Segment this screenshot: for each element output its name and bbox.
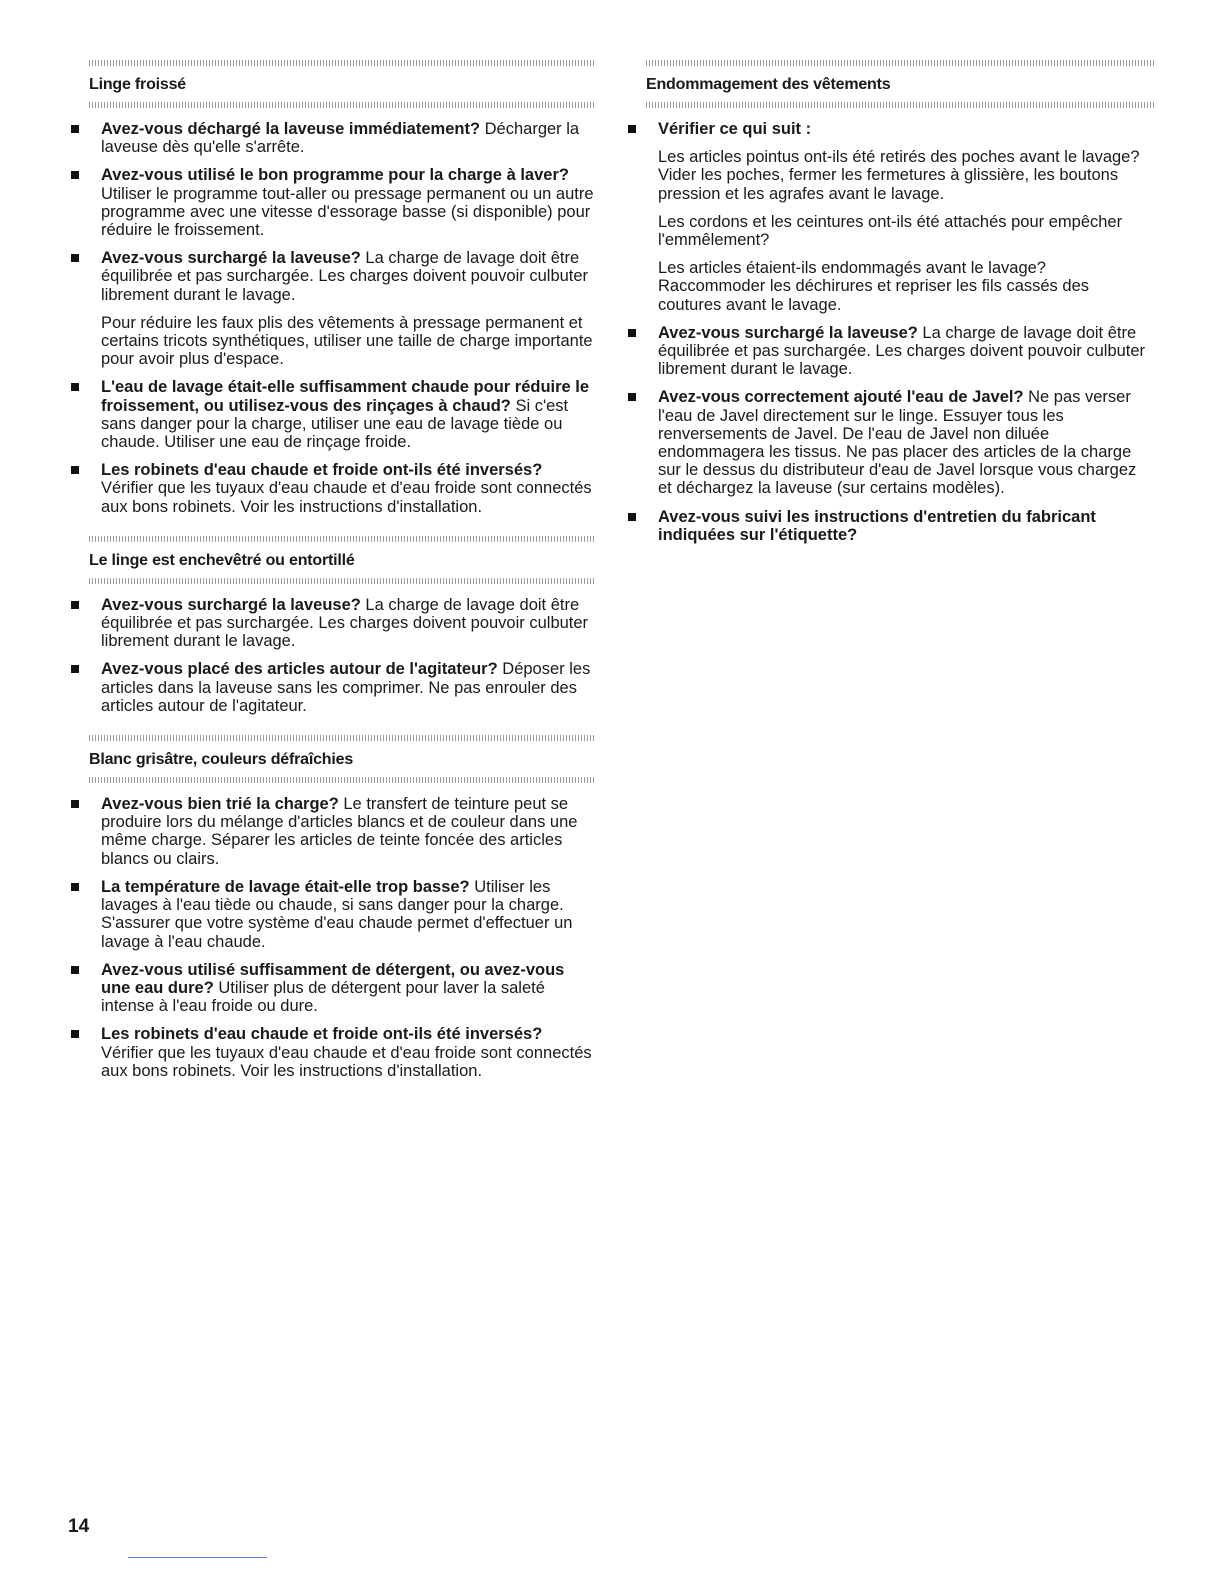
section-tangled <box>68 536 594 715</box>
question-text: Les robinets d'eau chaude et froide ont-ils été inversés? <box>101 461 543 480</box>
question-text: Vérifier ce qui suit : <box>658 120 812 138</box>
section-dingy <box>68 735 594 1080</box>
question-text: Avez-vous surchargé la laveuse? <box>101 249 361 268</box>
note-paragraph: Les articles étaient-ils endommagés avant le lavage? Raccommoder les déchirures et repriser les fils cassés des coutures avant le lavage. <box>658 259 1089 314</box>
bullet-icon <box>628 125 636 133</box>
bullet-icon <box>71 601 79 609</box>
list-item <box>68 596 594 651</box>
hatch-rule-bottom <box>89 777 594 783</box>
note-paragraph: Les cordons et les ceintures ont-ils été attachés pour empêcher l'emmêlement? <box>658 212 1123 250</box>
section-header <box>68 735 594 783</box>
question-text: Avez-vous utilisé suffisamment de détergent, ou avez-vous une eau dure? <box>101 960 565 997</box>
question-text: Avez-vous placé des articles autour de l'agitateur? <box>101 660 498 679</box>
note-paragraph: Pour réduire les faux plis des vêtements à pressage permanent et certains tricots synthétiques, utiliser une taille de charge importante pour avoir plus d'espace. <box>101 313 593 369</box>
bullet-icon <box>628 513 636 521</box>
list-item <box>625 120 1154 138</box>
hatch-rule-top <box>646 60 1154 66</box>
bullet-icon <box>71 966 79 974</box>
note-paragraph: Les articles pointus ont-ils été retirés des poches avant le lavage? Vider les poches, fermer les fermetures à glissière, les boutons pression et les agrafes avant le lavage. <box>658 148 1140 203</box>
answer-text: Utiliser le programme tout-aller ou pressage permanent ou un autre programme avec une vitesse d'essorage basse (si disponible) pour réduire le froissement. <box>101 184 594 240</box>
list-item <box>625 388 1154 497</box>
question-text: Avez-vous surchargé la laveuse? <box>658 323 918 342</box>
answer-text: Si c'est sans danger pour la charge, utiliser une eau de lavage tiède ou chaude. Utiliser une eau de rinçage froide. <box>101 396 569 452</box>
list-item <box>68 120 594 156</box>
hatch-rule-bottom <box>89 578 594 584</box>
list-item <box>68 660 594 715</box>
bullet-icon <box>71 383 79 391</box>
answer-text: Utiliser les lavages à l'eau tiède ou chaude, si sans danger pour la charge. S'assurer que votre système d'eau chaude permet d'effectuer un lavage à l'eau chaude. <box>101 877 573 951</box>
bullet-icon <box>71 1030 79 1038</box>
section-title: Le linge est enchevêtré ou entortillé <box>89 551 355 569</box>
section-header <box>625 60 1154 108</box>
list-item <box>68 166 594 239</box>
list-item <box>68 1025 594 1080</box>
hatch-rule-bottom <box>646 102 1154 108</box>
section-title: Endommagement des vêtements <box>646 76 891 93</box>
bullet-icon <box>628 393 636 401</box>
hatch-rule-top <box>89 536 594 542</box>
question-text: Avez-vous suivi les instructions d'entretien du fabricant indiquées sur l'étiquette? <box>658 507 1096 544</box>
question-text: Avez-vous déchargé la laveuse immédiatement? <box>101 120 481 138</box>
answer-text: Vérifier que les tuyaux d'eau chaude et d'eau froide sont connectés aux bons robinets. Voir les instructions d'installation. <box>101 479 592 516</box>
question-text: Avez-vous surchargé la laveuse? <box>101 595 361 614</box>
question-text: Avez-vous correctement ajouté l'eau de Javel? <box>658 388 1024 407</box>
list-item <box>68 795 594 868</box>
answer-text: Vérifier que les tuyaux d'eau chaude et d'eau froide sont connectés aux bons robinets. Voir les instructions d'installation. <box>101 1043 592 1080</box>
left-column <box>68 60 594 1090</box>
bullet-icon <box>71 466 79 474</box>
hatch-rule-top <box>89 60 594 66</box>
bullet-icon <box>71 171 79 179</box>
bullet-icon <box>71 883 79 891</box>
section-header <box>68 536 594 584</box>
question-text: Avez-vous bien trié la charge? <box>101 795 339 814</box>
bullet-icon <box>71 665 79 673</box>
bullet-icon <box>628 329 636 337</box>
answer-text: La charge de lavage doit être équilibrée et pas surchargée. Les charges doivent pouvoir culbuter librement durant le lavage. <box>101 595 589 651</box>
footer-rule <box>128 1557 267 1558</box>
list-item <box>68 961 594 1016</box>
list-item <box>625 508 1154 544</box>
section-damage <box>625 60 1154 544</box>
right-column <box>625 60 1154 554</box>
answer-text: Le transfert de teinture peut se produire lors du mélange d'articles blancs et de couleur dans une même charge. Séparer les articles de teinte foncée des articles blancs ou clairs. <box>101 795 578 868</box>
section-header <box>68 60 594 108</box>
question-text: Les robinets d'eau chaude et froide ont-ils été inversés? <box>101 1025 543 1044</box>
hatch-rule-bottom <box>89 102 594 108</box>
answer-text: Déposer les articles dans la laveuse sans les comprimer. Ne pas enrouler des articles autour de l'agitateur. <box>101 660 591 715</box>
answer-text: Utiliser plus de détergent pour laver la saleté intense à l'eau froide ou dure. <box>101 978 545 1016</box>
section-title: Blanc grisâtre, couleurs défraîchies <box>89 751 354 769</box>
page-number: 14 <box>68 1516 90 1537</box>
bullet-icon <box>71 125 79 133</box>
list-item <box>68 249 594 304</box>
list-item <box>68 378 594 451</box>
question-text: L'eau de lavage était-elle suffisamment chaude pour réduire le froissement, ou utilisez-vous des rinçages à chaud? <box>101 378 590 415</box>
question-text: La température de lavage était-elle trop basse? <box>101 877 470 896</box>
answer-text: Ne pas verser l'eau de Javel directement sur le linge. Essuyer tous les renversements de Javel. De l'eau de Javel non diluée endommagera les tissus. Ne pas placer des articles de la charge sur le dessus du distributeur d'eau de Javel lorsque vous chargez et déchargez la laveuse (sur certains modèles). <box>658 388 1137 498</box>
answer-text: La charge de lavage doit être équilibrée et pas surchargée. Les charges doivent pouvoir culbuter librement durant le lavage. <box>658 323 1146 379</box>
list-item <box>625 324 1154 379</box>
answer-text: La charge de lavage doit être équilibrée et pas surchargée. Les charges doivent pouvoir culbuter librement durant le lavage. <box>101 249 589 304</box>
answer-text: Décharger la laveuse dès qu'elle s'arrête. <box>101 120 580 157</box>
question-text: Avez-vous utilisé le bon programme pour la charge à laver? <box>101 166 569 185</box>
bullet-icon <box>71 800 79 808</box>
section-title: Linge froissé <box>89 76 186 93</box>
hatch-rule-top <box>89 735 594 741</box>
list-item <box>68 461 594 516</box>
bullet-icon <box>71 254 79 262</box>
list-item <box>68 878 594 951</box>
section-wrinkled <box>68 60 594 516</box>
